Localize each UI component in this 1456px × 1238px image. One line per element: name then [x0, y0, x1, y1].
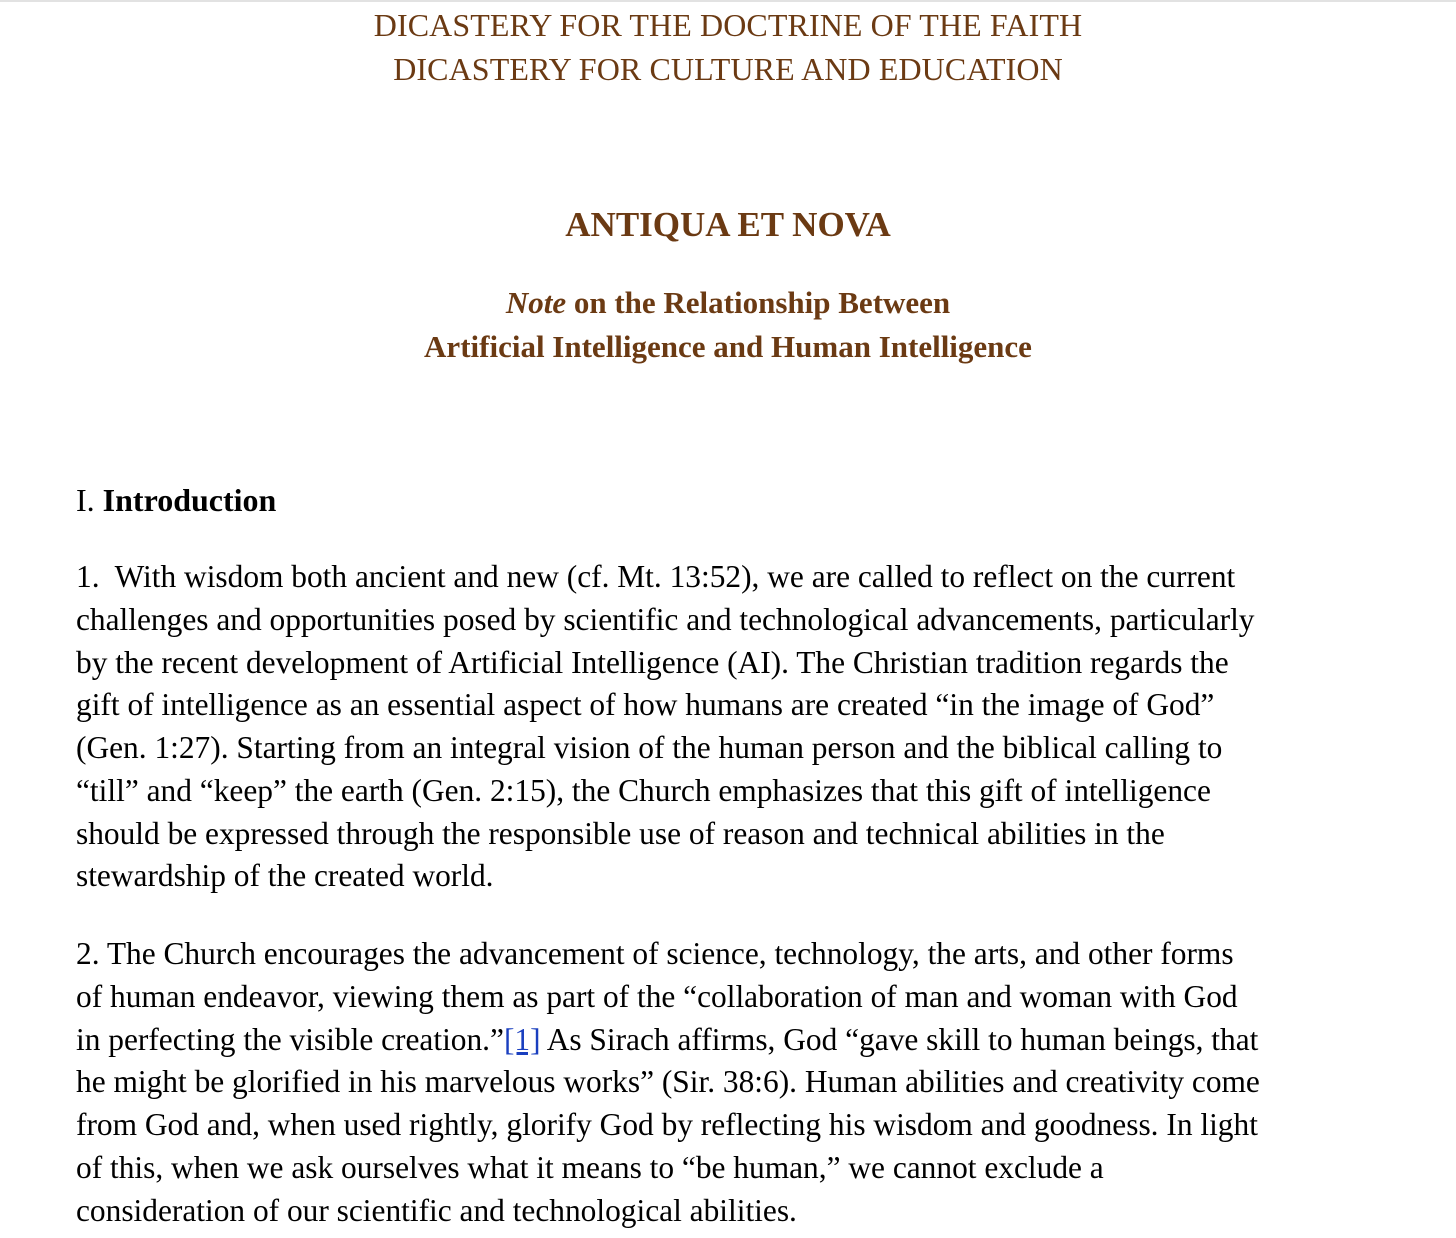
- subtitle-line-1-rest: on the Relationship Between: [566, 285, 951, 320]
- dicastery-culture-education: DICASTERY FOR CULTURE AND EDUCATION: [393, 51, 1063, 87]
- section-heading-introduction: [76, 478, 276, 522]
- paragraph-2-line: from God and, when used rightly, glorify God by reflecting his wisdom and goodness. In light: [76, 1107, 1258, 1142]
- paragraph-2-line-3-after: As Sirach affirms, God “gave skill to human beings, that: [540, 1021, 1259, 1057]
- paragraph-2-line: of human endeavor, viewing them as part of the “collaboration of man and woman with God: [76, 978, 1238, 1014]
- paragraph-2-line: of this, when we ask ourselves what it means to “be human,” we cannot exclude a: [76, 1149, 1104, 1185]
- paragraph-1-line: challenges and opportunities posed by scientific and technological advancements, particularly: [76, 601, 1255, 637]
- paragraph-2-line-3-before: in perfecting the visible creation.”: [76, 1021, 504, 1057]
- top-divider: [0, 0, 1456, 2]
- paragraph-2-line: 2. The Church encourages the advancement of science, technology, the arts, and other forms: [76, 936, 1234, 971]
- paragraph-1-line: 1. With wisdom both ancient and new (cf. Mt. 13:52), we are called to reflect on the current: [76, 559, 1236, 594]
- subtitle-line-1: [0, 281, 1456, 325]
- paragraph-1-line: stewardship of the created world.: [76, 858, 494, 894]
- subtitle-line-2: Artificial Intelligence and Human Intelligence: [424, 329, 1032, 364]
- paragraph-2-line: consideration of our scientific and technological abilities.: [76, 1192, 797, 1228]
- document-header: [0, 3, 1456, 91]
- paragraph-1: [76, 556, 1386, 898]
- document-subtitle: [0, 281, 1456, 369]
- document-title: ANTIQUA ET NOVA: [565, 205, 891, 244]
- paragraph-2-line: [76, 1019, 1386, 1062]
- section-title: Introduction: [102, 482, 277, 518]
- section-numeral: I.: [76, 482, 103, 518]
- paragraph-1-line: (Gen. 1:27). Starting from an integral vision of the human person and the biblical calling to: [76, 730, 1223, 765]
- paragraph-1-line: should be expressed through the responsible use of reason and technical abilities in the: [76, 815, 1165, 851]
- subtitle-note-word: Note: [505, 285, 567, 320]
- paragraph-2-line: he might be glorified in his marvelous works” (Sir. 38:6). Human abilities and creativity come: [76, 1064, 1260, 1100]
- paragraph-1-line: by the recent development of Artificial Intelligence (AI). The Christian tradition regards the: [76, 644, 1229, 680]
- footnote-link-1[interactable]: [1]: [503, 1021, 541, 1057]
- dicastery-doctrine-faith: DICASTERY FOR THE DOCTRINE OF THE FAITH: [373, 7, 1083, 43]
- paragraph-1-line: gift of intelligence as an essential aspect of how humans are created “in the image of God”: [76, 687, 1215, 723]
- paragraph-2: [76, 933, 1386, 1232]
- paragraph-1-line: “till” and “keep” the earth (Gen. 2:15), the Church emphasizes that this gift of intelligence: [76, 772, 1211, 808]
